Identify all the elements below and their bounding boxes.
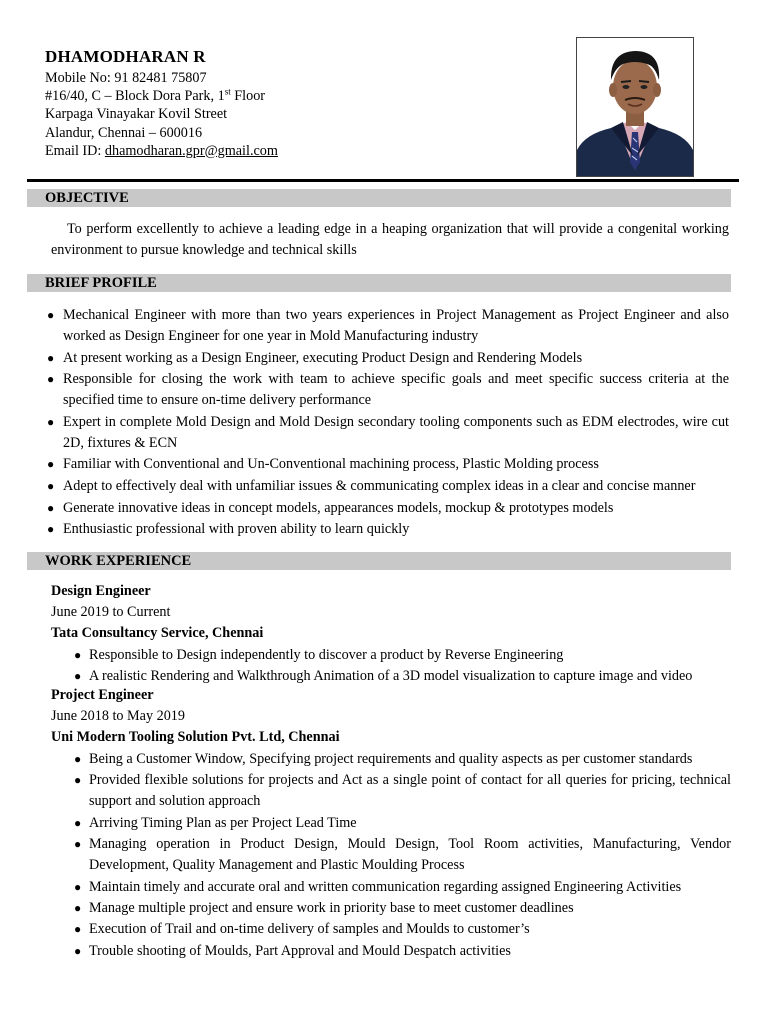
list-item: ● Arriving Timing Plan as per Project Lead Time: [74, 814, 357, 831]
list-item: ● Execution of Trail and on-time delivery of samples and Moulds to customer’s: [74, 921, 530, 938]
list-item: ● Mechanical Engineer with more than two years experiences in Project Management as Project Engineer and also worked as Design Engineer for one year in Mold Manufacturing industry: [47, 307, 729, 344]
job-entry-2: [51, 686, 731, 962]
section-brief-profile: BRIEF PROFILE: [27, 274, 731, 292]
list-item: ● Responsible to Design independently to discover a product by Reverse Engineering: [74, 647, 564, 663]
job-title: Project Engineer: [51, 687, 154, 703]
section-objective: OBJECTIVE: [27, 189, 731, 207]
job-entry-1: [51, 582, 731, 688]
candidate-name: DHAMODHARAN R: [45, 47, 206, 66]
job-dates: June 2018 to May 2019: [51, 708, 185, 724]
list-item: ● Expert in complete Mold Design and Mold Design secondary tooling components such as EDM electrodes, wire cut 2D, fixtures & ECN: [47, 413, 729, 451]
portrait-icon: [577, 38, 693, 176]
list-item: ● Familiar with Conventional and Un-Conventional machining process, Plastic Molding process: [47, 456, 599, 473]
ordinal-superscript: st: [224, 86, 231, 97]
list-item: ● At present working as a Design Engineer, executing Product Design and Rendering Models: [47, 349, 583, 366]
address-line-3: Alandur, Chennai – 600016: [45, 124, 203, 141]
job-duties: [51, 645, 731, 687]
address-line-1: #16/40, C – Block Dora Park, 1st Floor: [45, 86, 266, 105]
job-company: Tata Consultancy Service, Chennai: [51, 625, 264, 641]
list-item: ● Responsible for closing the work with team to achieve specific goals and meet specific success criteria at the specified time to ensure on-time delivery performance: [47, 371, 729, 409]
profile-list: [45, 305, 729, 541]
list-item: ● Provided flexible solutions for projects and Act as a single point of contact for all queries for pricing, technical support and solution approach: [74, 772, 731, 810]
objective-text: To perform excellently to achieve a leading edge in a heaping organization that will provide a congenital working environment to pursue knowledge and technical skills: [51, 221, 729, 258]
list-item: ● A realistic Rendering and Walkthrough Animation of a 3D model visualization to capture image and video: [74, 668, 693, 685]
job-title: Design Engineer: [51, 583, 151, 599]
list-item: ● Trouble shooting of Moulds, Part Approval and Mould Despatch activities: [74, 942, 511, 959]
list-item: ● Manage multiple project and ensure work in priority base to meet customer deadlines: [74, 899, 574, 916]
profile-photo: [576, 37, 694, 177]
list-item: ● Enthusiastic professional with proven ability to learn quickly: [47, 521, 410, 538]
header-divider: [27, 179, 739, 182]
contact-block: [45, 69, 278, 160]
list-item: ● Maintain timely and accurate oral and written communication regarding assigned Engineering Activities: [74, 878, 682, 895]
job-company: Uni Modern Tooling Solution Pvt. Ltd, Chennai: [51, 729, 340, 745]
job-dates: June 2019 to Current: [51, 604, 171, 620]
address-line-2: Karpaga Vinayakar Kovil Street: [45, 106, 228, 123]
email-line: [45, 142, 278, 160]
section-work-experience: WORK EXPERIENCE: [27, 552, 731, 570]
list-item: ● Adept to effectively deal with unfamiliar issues & communicating complex ideas in a clear and concise manner: [47, 477, 696, 494]
list-item: ● Managing operation in Product Design, Mould Design, Tool Room activities, Manufacturing, Vendor Development, Quality Management and Plastic Moulding Process: [74, 836, 731, 874]
email-label: Email ID:: [45, 142, 105, 159]
mobile-number: Mobile No: 91 82481 75807: [45, 70, 207, 86]
list-item: ● Generate innovative ideas in concept models, appearances models, mockup & prototypes models: [47, 499, 614, 516]
job-duties: [51, 749, 731, 962]
list-item: ● Being a Customer Window, Specifying project requirements and quality aspects as per customer standards: [74, 751, 693, 767]
email-link[interactable]: dhamodharan.gpr@gmail.com: [104, 142, 278, 159]
